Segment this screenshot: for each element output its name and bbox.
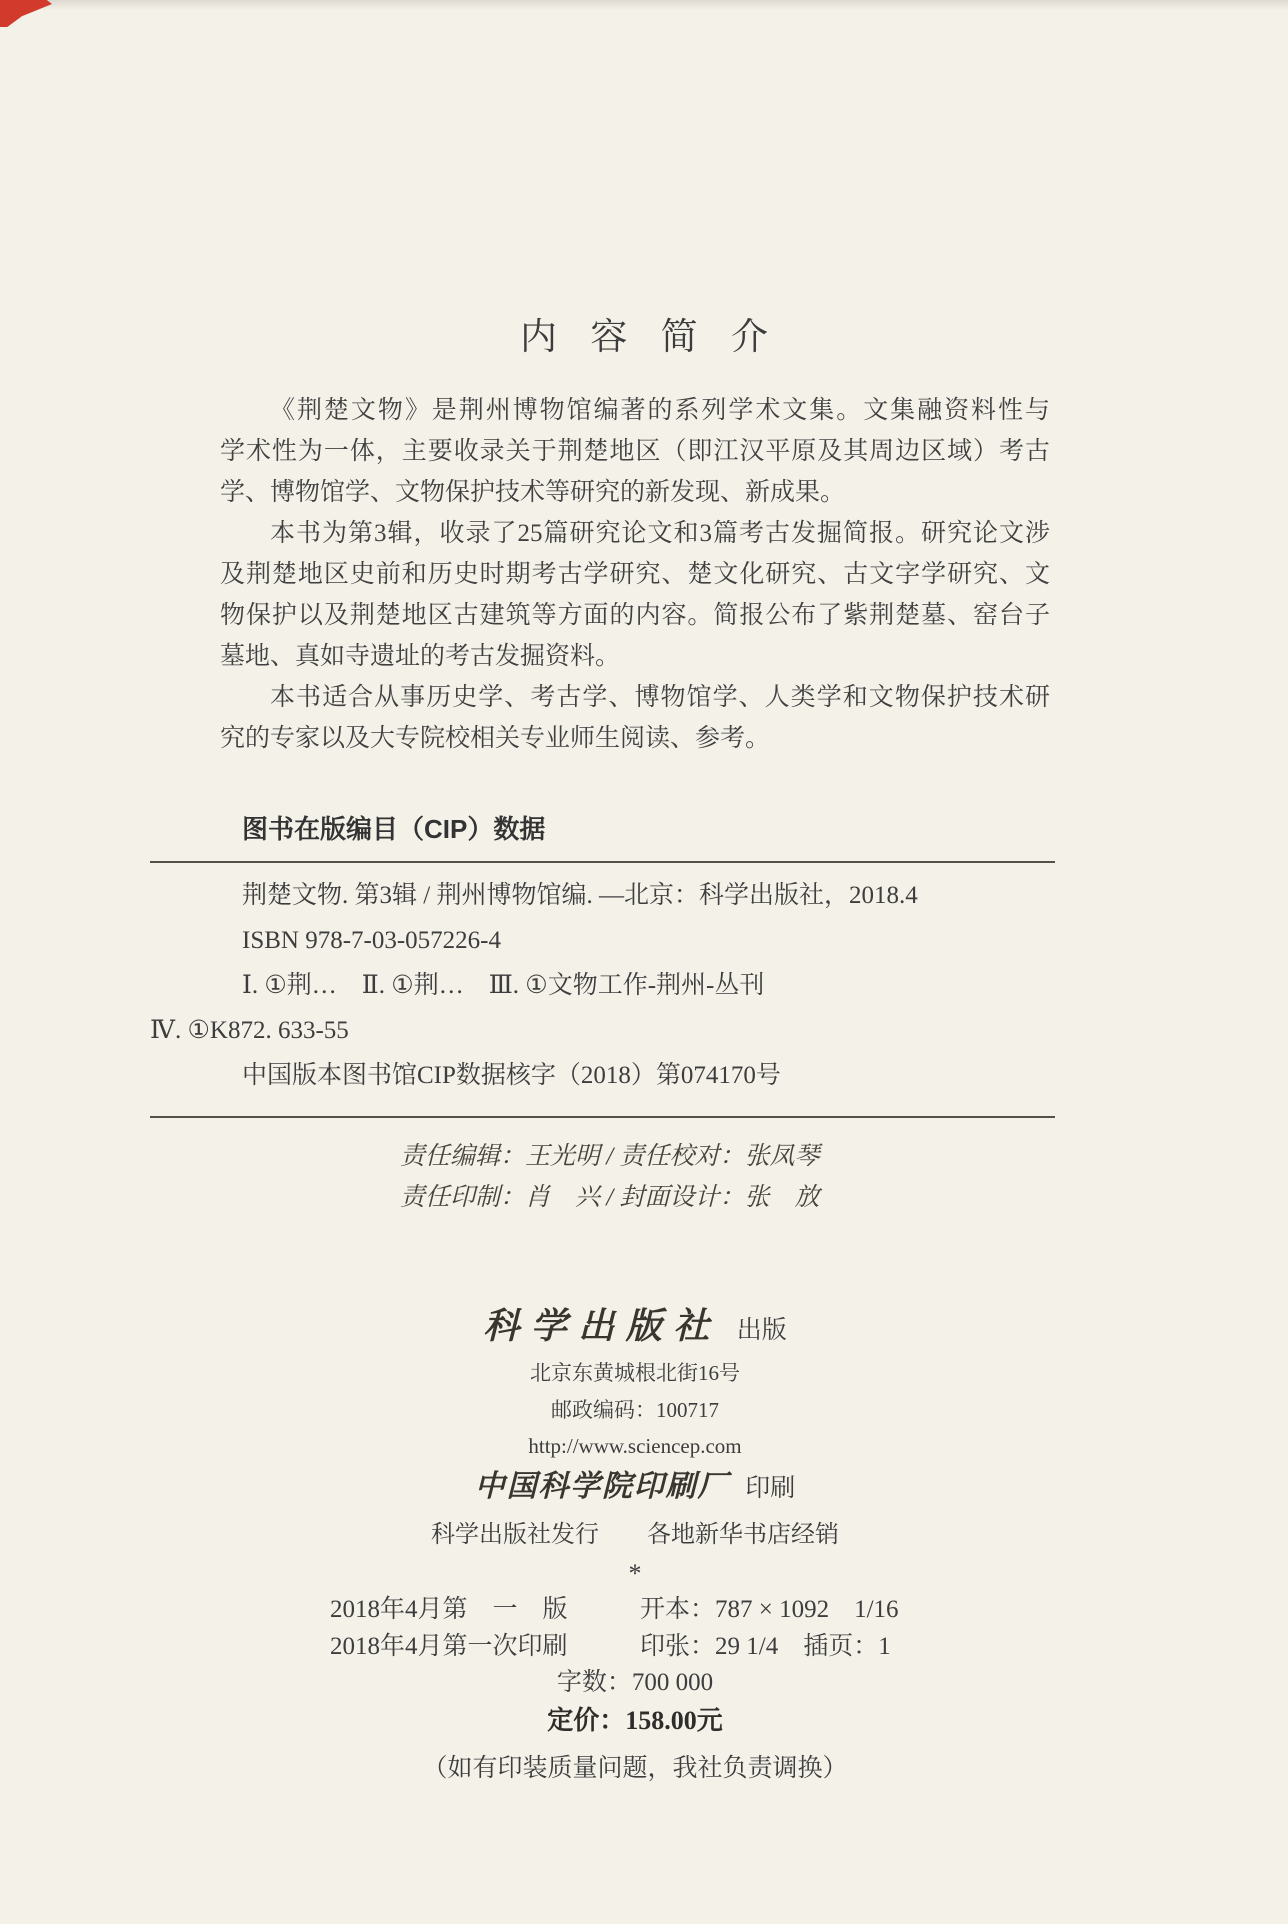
price: 定价：158.00元 xyxy=(547,1706,723,1735)
separator-asterisk: * xyxy=(628,1559,642,1588)
distribution-line: 科学出版社发行 各地新华书店经销 xyxy=(431,1522,839,1548)
intro-paragraph-line: 本书为第3辑，收录了25篇研究论文和3篇考古发掘简报。研究论文涉 xyxy=(270,520,1050,547)
impression-row xyxy=(220,1628,1050,1665)
intro-paragraph-line: 本书适合从事历史学、考古学、博物馆学、人类学和文物保护技术研 xyxy=(270,684,1050,711)
colophon-section xyxy=(220,1302,1050,1789)
print-label: 印刷 xyxy=(745,1475,796,1502)
edition-date: 2018年4月第 一 版 xyxy=(330,1596,568,1623)
sheets-spec: 印张：29 1/4 插页：1 xyxy=(640,1633,891,1660)
cip-isbn: ISBN 978-7-03-057226-4 xyxy=(242,927,502,954)
word-count: 字数：700 000 xyxy=(556,1669,714,1696)
printer-line xyxy=(220,1463,1050,1513)
cip-title-line: 荆楚文物. 第3辑 / 荆州博物馆编. —北京：科学出版社，2018.4 xyxy=(242,882,918,909)
publisher-line xyxy=(220,1302,1050,1355)
publisher-address: 北京东黄城根北街16号 xyxy=(530,1361,740,1385)
format-spec: 开本：787 × 1092 1/16 xyxy=(640,1596,899,1623)
intro-paragraph-line: 物保护以及荆楚地区古建筑等方面的内容。简报公布了紫荆楚墓、窑台子 xyxy=(220,602,1050,629)
edition-row xyxy=(220,1591,1050,1628)
publisher-logotype: 科学出版社 xyxy=(483,1306,721,1346)
cip-record-number: 中国版本图书馆CIP数据核字（2018）第074170号 xyxy=(242,1062,781,1089)
intro-paragraph-line: 究的专家以及大专院校相关专业师生阅读、参考。 xyxy=(220,725,771,752)
intro-paragraph-line: 学、博物馆学、文物保护技术等研究的新发现、新成果。 xyxy=(220,479,846,506)
staff-printer-designer: 责任印制：肖 兴 / 封面设计：张 放 xyxy=(400,1184,820,1211)
intro-paragraph-line: 《荆楚文物》是荆州博物馆编著的系列学术文集。文集融资料性与 xyxy=(270,397,1050,424)
cip-classification: Ⅰ. ①荆… Ⅱ. ①荆… Ⅲ. ①文物工作-荆州-丛刊 xyxy=(242,972,765,999)
publish-label: 出版 xyxy=(736,1317,787,1344)
impression-date: 2018年4月第一次印刷 xyxy=(330,1633,568,1660)
staff-editor-proofreader: 责任编辑：王光明 / 责任校对：张凤琴 xyxy=(400,1143,820,1170)
intro-paragraph-line: 学术性为一体，主要收录关于荆楚地区（即江汉平原及其周边区域）考古 xyxy=(220,438,1050,465)
intro-paragraph-line: 及荆楚地区史前和历史时期考古学研究、楚文化研究、古文字学研究、文 xyxy=(220,561,1050,588)
intro-paragraph-line: 墓地、真如寺遗址的考古发掘资料。 xyxy=(220,643,621,670)
publisher-website: http://www.sciencep.com xyxy=(528,1434,742,1458)
quality-note: （如有印装质量问题，我社负责调换） xyxy=(422,1755,848,1782)
staff-credits xyxy=(400,1136,1288,1218)
cip-divider-top xyxy=(150,861,1055,863)
page-title: 内容简介 xyxy=(520,316,802,357)
cip-heading: 图书在版编目（CIP）数据 xyxy=(242,814,546,844)
red-corner-mark xyxy=(0,0,52,27)
cip-section xyxy=(150,811,1055,1118)
cip-classification-continued: Ⅳ. ①K872. 633-55 xyxy=(150,1017,349,1044)
postal-code: 邮政编码：100717 xyxy=(551,1398,719,1422)
intro-section xyxy=(220,390,1050,759)
printer-logotype: 中国科学院印刷厂 xyxy=(474,1470,730,1503)
cip-divider-bottom xyxy=(150,1116,1055,1118)
